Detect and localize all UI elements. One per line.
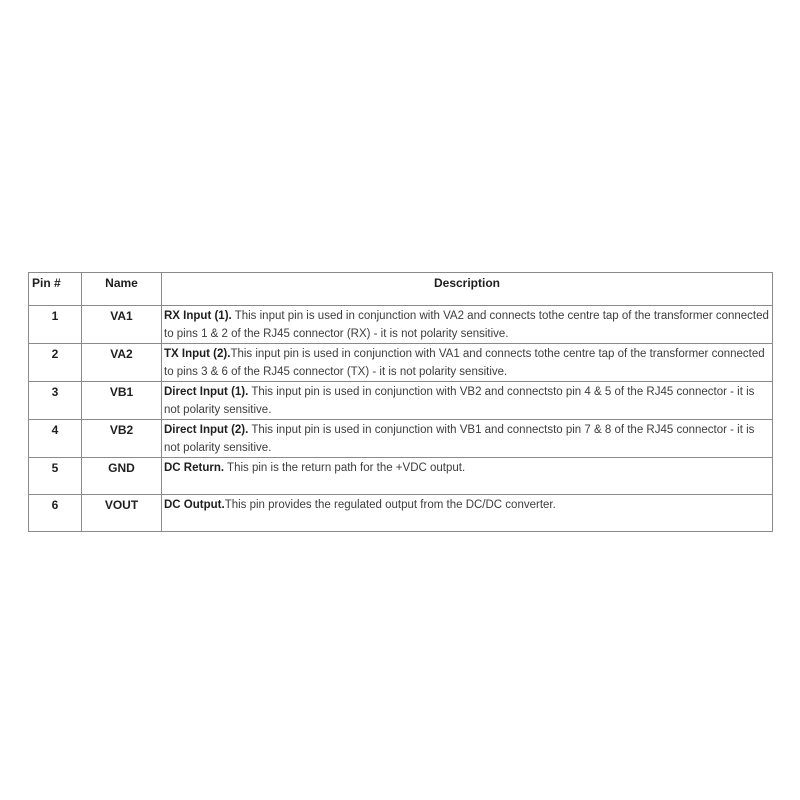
name-cell: VOUT — [82, 495, 162, 532]
header-name: Name — [82, 273, 162, 306]
header-description: Description — [162, 273, 773, 306]
pin-cell: 6 — [29, 495, 82, 532]
description-cell — [162, 344, 773, 382]
table-row — [29, 382, 773, 420]
pin-cell: 1 — [29, 306, 82, 344]
name-cell: VB1 — [82, 382, 162, 420]
description-lead: Direct Input (2). — [164, 424, 249, 436]
description-lead: TX Input (2). — [164, 348, 231, 360]
pin-cell: 5 — [29, 458, 82, 495]
description-text: This input pin is used in conjunction with VB2 and connectsto pin 4 & 5 of the RJ45 connector - it is not polarity sensitive. — [164, 386, 755, 416]
table-header-row — [29, 273, 773, 306]
pin-cell: 4 — [29, 420, 82, 458]
table-row — [29, 495, 773, 532]
description-cell — [162, 306, 773, 344]
description-lead: DC Return. — [164, 462, 225, 474]
description-text: This pin provides the regulated output from the DC/DC converter. — [224, 499, 556, 511]
pin-cell: 3 — [29, 382, 82, 420]
description-cell — [162, 382, 773, 420]
description-cell — [162, 458, 773, 495]
description-lead: RX Input (1). — [164, 310, 232, 322]
table-row — [29, 458, 773, 495]
name-cell: VA2 — [82, 344, 162, 382]
description-lead: DC Output. — [164, 499, 225, 511]
table-row — [29, 306, 773, 344]
header-pin: Pin # — [29, 273, 82, 306]
description-text: This input pin is used in conjunction with VA2 and connects tothe centre tap of the transformer connected to pins 1 & 2 of the RJ45 connector (RX) - it is not polarity sensitive. — [164, 310, 769, 340]
pin-cell: 2 — [29, 344, 82, 382]
pin-description-table — [28, 272, 773, 532]
description-cell — [162, 420, 773, 458]
name-cell: VA1 — [82, 306, 162, 344]
table-row — [29, 344, 773, 382]
description-text: This input pin is used in conjunction with VB1 and connectsto pin 7 & 8 of the RJ45 connector - it is not polarity sensitive. — [164, 424, 755, 454]
description-text: This pin is the return path for the +VDC output. — [224, 462, 466, 474]
description-lead: Direct Input (1). — [164, 386, 249, 398]
name-cell: GND — [82, 458, 162, 495]
description-cell — [162, 495, 773, 532]
description-text: This input pin is used in conjunction with VA1 and connects tothe centre tap of the transformer connected to pins 3 & 6 of the RJ45 connector (TX) - it is not polarity sensitive. — [164, 348, 765, 378]
table-row — [29, 420, 773, 458]
name-cell: VB2 — [82, 420, 162, 458]
